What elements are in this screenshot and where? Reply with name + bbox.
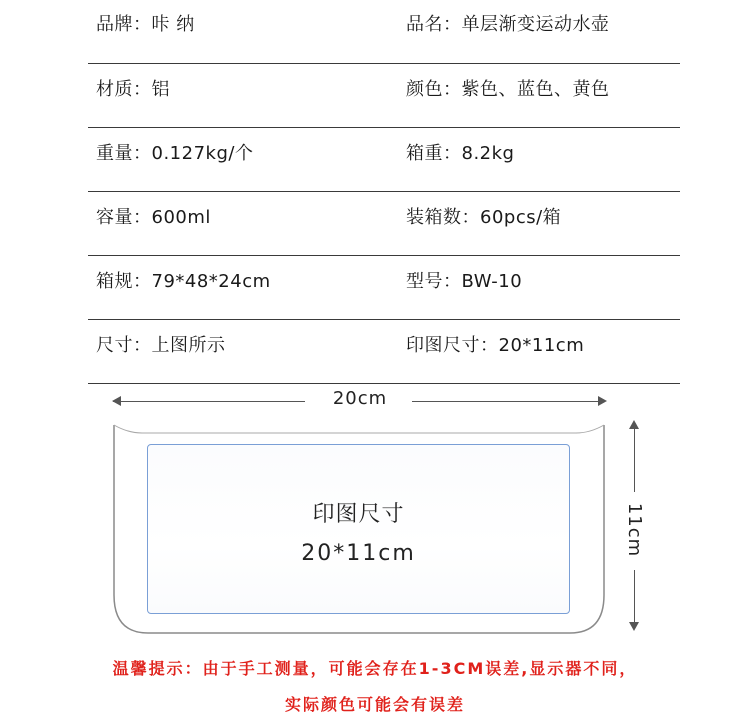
warm-tip-line2: 实际颜色可能会有误差 [284, 695, 465, 714]
spec-row [88, 128, 680, 192]
spec-box-size: 箱规：79*48*24cm [96, 271, 271, 292]
spec-box-quantity: 装箱数：60pcs/箱 [406, 207, 562, 228]
arrow-right-icon [598, 396, 607, 406]
width-label: 20cm [332, 388, 388, 409]
spec-box-weight: 箱重：8.2kg [406, 143, 515, 164]
spec-print-size: 印图尺寸：20*11cm [406, 335, 585, 356]
height-dimension [620, 420, 650, 630]
spec-dimensions: 尺寸：上图所示 [96, 335, 226, 356]
bottle-outline [108, 419, 610, 637]
spec-weight: 重量：0.127kg/个 [96, 143, 254, 164]
spec-row [88, 192, 680, 256]
print-area [147, 444, 570, 614]
width-dimension [0, 388, 750, 408]
spec-row [88, 256, 680, 320]
warm-tip-line1: 温馨提示：由于手工测量，可能会存在1-3CM误差,显示器不同， [112, 659, 638, 678]
spec-colors: 颜色：紫色、蓝色、黄色 [406, 79, 610, 100]
spec-material: 材质：铝 [96, 79, 170, 100]
arrow-down-icon [629, 622, 639, 631]
print-area-title: 印图尺寸 [312, 502, 405, 527]
spec-table [88, 0, 680, 384]
height-dimension-line [634, 424, 635, 492]
spec-model: 型号：BW-10 [406, 271, 523, 292]
bottle-print-diagram [0, 375, 750, 645]
height-dimension-line [634, 570, 635, 628]
spec-brand: 品牌：咔 纳 [96, 14, 195, 35]
spec-row [88, 0, 680, 64]
spec-row [88, 64, 680, 128]
width-dimension-line [412, 401, 605, 402]
spec-product-name: 品名：单层渐变运动水壶 [406, 14, 610, 35]
spec-capacity: 容量：600ml [96, 207, 211, 228]
width-dimension-line [113, 401, 305, 402]
height-label: 11cm [624, 502, 645, 558]
print-area-size: 20*11cm [301, 541, 416, 566]
